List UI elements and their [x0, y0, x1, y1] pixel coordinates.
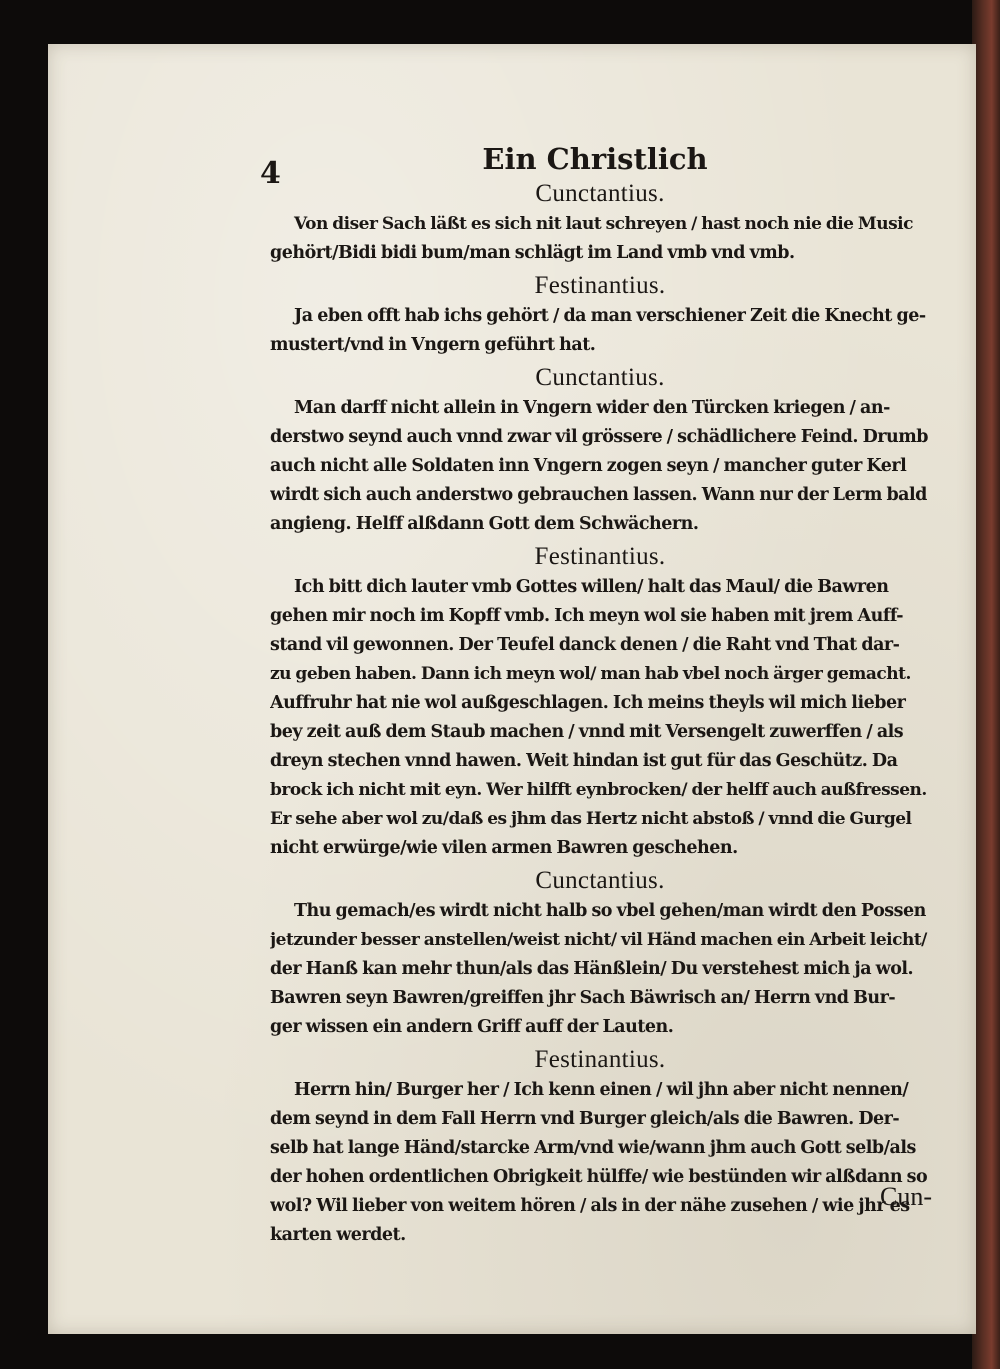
catchword: Cun-	[880, 1182, 932, 1211]
speaker-heading: Cunctantius.	[535, 867, 665, 894]
text-line: selb hat lange Händ/starcke Arm/vnd wie/wann jhm auch Gott selb/als	[270, 1138, 916, 1158]
speech-paragraph	[270, 302, 930, 360]
text-line: angieng. Helff alßdann Gott dem Schwächern.	[270, 514, 699, 534]
text-line: der hohen ordentlichen Obrigkeit hülffe/ wie bestünden wir alßdann so	[270, 1167, 928, 1187]
text-block	[270, 136, 930, 1252]
text-line: Ja eben offt hab ichs gehört / da man verschiener Zeit die Knecht ge-	[294, 306, 926, 326]
speaker-heading: Festinantius.	[534, 272, 666, 299]
text-line: ger wissen ein andern Griff auff der Lauten.	[270, 1017, 674, 1037]
speech-paragraph	[270, 394, 930, 539]
text-line: bey zeit auß dem Staub machen / vnnd mit Versengelt zuwerffen / als	[270, 722, 904, 742]
speech-paragraph	[270, 897, 930, 1042]
book-page	[48, 44, 976, 1334]
text-line: wol? Wil lieber von weitem hören / als in der nähe zusehen / wie jhr es	[270, 1196, 910, 1216]
text-line: zu geben haben. Dann ich meyn wol/ man hab vbel noch ärger gemacht.	[270, 664, 911, 684]
text-line: Bawren seyn Bawren/greiffen jhr Sach Bäwrisch an/ Herrn vnd Bur-	[270, 988, 896, 1008]
speaker-heading: Festinantius.	[534, 543, 666, 570]
text-line: Er sehe aber wol zu/daß es jhm das Hertz nicht abstoß / vnnd die Gurgel	[270, 809, 912, 829]
text-line: mustert/vnd in Vngern geführt hat.	[270, 335, 596, 355]
dialogue	[270, 178, 930, 1250]
book-spine	[972, 0, 1000, 1369]
speaker-heading: Cunctantius.	[535, 180, 665, 207]
text-line: Man darff nicht allein in Vngern wider den Türcken kriegen / an-	[294, 398, 890, 418]
text-line: Von diser Sach läßt es sich nit laut schreyen / hast noch nie die Music	[294, 214, 913, 234]
text-line: jetzunder besser anstellen/weist nicht/ vil Händ machen ein Arbeit leicht/	[270, 930, 927, 950]
running-head: Ein Christlich	[482, 142, 708, 176]
speaker-heading: Cunctantius.	[535, 364, 665, 391]
speaker-heading: Festinantius.	[534, 1046, 666, 1073]
text-line: gehört/Bidi bidi bum/man schlägt im Land vmb vnd vmb.	[270, 243, 795, 263]
text-line: derstwo seynd auch vnnd zwar vil grössere / schädlichere Feind. Drumb	[270, 427, 928, 447]
text-line: dreyn stechen vnnd hawen. Weit hindan ist gut für das Geschütz. Da	[270, 751, 898, 771]
text-line: Herrn hin/ Burger her / Ich kenn einen / wil jhn aber nicht nennen/	[294, 1080, 909, 1100]
text-line: Thu gemach/es wirdt nicht halb so vbel gehen/man wirdt den Possen	[294, 901, 926, 921]
page-number: 4	[260, 156, 281, 191]
text-line: brock ich nicht mit eyn. Wer hilfft eynbrocken/ der helff auch außfressen.	[270, 780, 927, 800]
text-line: auch nicht alle Soldaten inn Vngern zogen seyn / mancher guter Kerl	[270, 456, 907, 476]
text-line: Ich bitt dich lauter vmb Gottes willen/ halt das Maul/ die Bawren	[294, 577, 889, 597]
text-line: gehen mir noch im Kopff vmb. Ich meyn wol sie haben mit jrem Auff-	[270, 606, 904, 626]
text-line: Auffruhr hat nie wol außgeschlagen. Ich meins theyls wil mich lieber	[270, 693, 906, 713]
text-line: dem seynd in dem Fall Herrn vnd Burger gleich/als die Bawren. Der-	[270, 1109, 900, 1129]
speech-paragraph	[270, 210, 930, 268]
speech-paragraph	[270, 1076, 930, 1250]
speech-paragraph	[270, 573, 930, 863]
text-line: der Hanß kan mehr thun/als das Hänßlein/ Du verstehest mich ja wol.	[270, 959, 914, 979]
text-line: stand vil gewonnen. Der Teufel danck denen / die Raht vnd That dar-	[270, 635, 900, 655]
text-line: nicht erwürge/wie vilen armen Bawren geschehen.	[270, 838, 738, 858]
text-line: wirdt sich auch anderstwo gebrauchen lassen. Wann nur der Lerm bald	[270, 485, 927, 505]
text-line: karten werdet.	[270, 1225, 406, 1245]
